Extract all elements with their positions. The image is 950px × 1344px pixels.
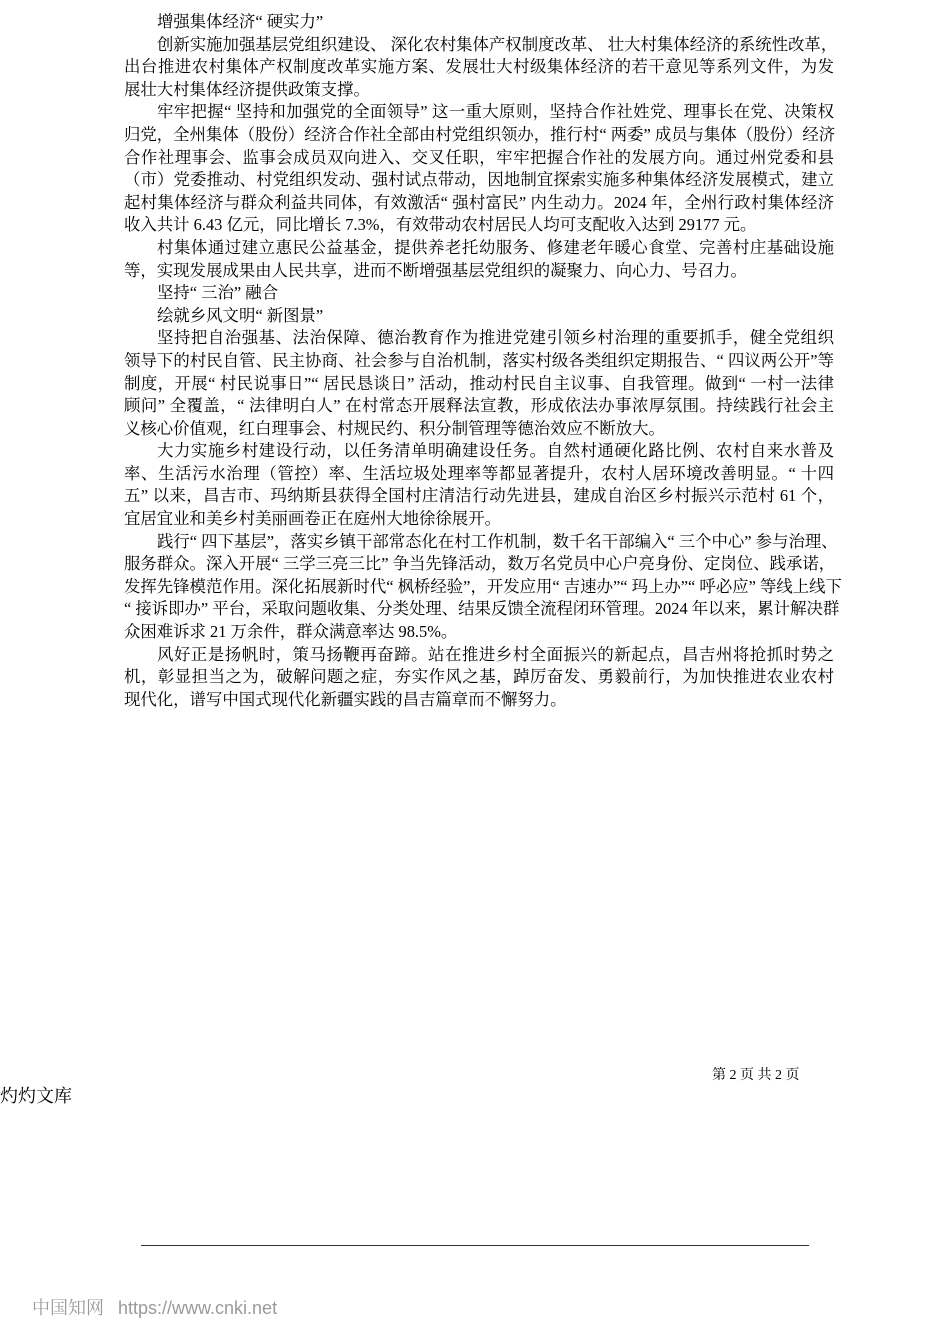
text-line: 五” 以来，昌吉市、玛纳斯县获得全国村庄清洁行动先进县，建成自治区乡村振兴示范村 61 个， <box>124 486 834 506</box>
text-line: 村集体通过建立惠民公益基金，提供养老托幼服务、修建老年暖心食堂、完善村庄基础设施 <box>157 237 834 257</box>
watermark-text: 灼灼文库 <box>0 1086 72 1107</box>
text-line: 发挥先锋模范作用。深化拓展新时代“ 枫桥经验”，开发应用“ 吉速办”“ 玛上办”“ 呼必应” 等线上线下 <box>124 576 842 596</box>
paragraph <box>124 34 838 102</box>
text-line: 机，彰显担当之为，破解问题之症，夯实作风之基，踔厉奋发、勇毅前行，为加快推进农业农村 <box>124 667 834 687</box>
cnki-url-link[interactable]: https://www.cnki.net <box>118 1298 278 1318</box>
footer-divider <box>141 1245 809 1246</box>
text-line: 现代化，谱写中国式现代化新疆实践的昌吉篇章而不懈努力。 <box>124 689 567 709</box>
text-line: 众困难诉求 21 万余件，群众满意率达 98.5%。 <box>124 622 458 642</box>
section-heading <box>124 305 834 328</box>
cnki-footer <box>32 1294 291 1320</box>
text-line: 绘就乡风文明“ 新图景” <box>157 305 324 325</box>
text-line: （市）党委推动、村党组织发动、强村试点带动，因地制宜探索实施多种集体经济发展模式，建立 <box>124 170 834 190</box>
text-line: 等，实现发展成果由人民共享，进而不断增强基层党组织的凝聚力、向心力、号召力。 <box>124 260 747 280</box>
text-line: 领导下的村民自管、民主协商、社会参与自治机制，落实村级各类组织定期报告、“ 四议两公开”等 <box>124 350 834 370</box>
text-line: 服务群众。深入开展“ 三学三亮三比” 争当先锋活动，数万名党员中心户亮身份、定岗位、践承诺， <box>124 554 836 574</box>
text-line: 风好正是扬帆时，策马扬鞭再奋蹄。站在推进乡村全面振兴的新起点，昌吉州将抢抓时势之 <box>157 644 834 664</box>
text-line: 归党，全州集体（股份）经济合作社全部由村党组织领办，推行村“ 两委” 成员与集体（股份）经济 <box>124 124 836 144</box>
paragraph <box>124 644 834 712</box>
text-line: 坚持“ 三治” 融合 <box>157 283 279 303</box>
text-line: 践行“ 四下基层”，落实乡镇干部常态化在村工作机制，数千名干部编入“ 三个中心” 参与治理、 <box>157 531 838 551</box>
paragraph <box>124 237 834 282</box>
text-line: 牢牢把握“ 坚持和加强党的全面领导” 这一重大原则，坚持合作社姓党、理事长在党、决策权 <box>157 102 834 122</box>
paragraph <box>124 101 834 237</box>
text-line: 义核心价值观，红白理事会、村规民约、积分制管理等德治效应不断放大。 <box>124 418 665 438</box>
text-line: 合作社理事会、监事会成员双向进入、交叉任职，牢牢把握合作社的发展方向。通过州党委和县 <box>124 147 834 167</box>
text-line: 展壮大村集体经济提供政策支撑。 <box>124 79 370 99</box>
cnki-brand: 中国知网 <box>32 1298 104 1318</box>
text-line: “ 接诉即办” 平台，采取问题收集、分类处理、结果反馈全流程闭环管理。2024 年以来，累计解决群 <box>124 599 840 619</box>
page-number: 第 2 页 共 2 页 <box>712 1068 800 1083</box>
text-line: 顾问” 全覆盖，“ 法律明白人” 在村常态开展释法宣教，形成依法办事浓厚氛围。持续践行社会主 <box>124 396 834 416</box>
paragraph <box>124 531 842 644</box>
text-line: 创新实施加强基层党组织建设、 深化农村集体产权制度改革、 壮大村集体经济的系统性改革， <box>157 34 838 54</box>
text-line: 增强集体经济“ 硬实力” <box>157 12 324 31</box>
text-line: 制度，开展“ 村民说事日”“ 居民恳谈日” 活动，推动村民自主议事、自我管理。做到“ 一村一法律 <box>124 373 834 393</box>
text-line: 起村集体经济与群众利益共同体，有效激活“ 强村富民” 内生动力。2024 年，全州行政村集体经济 <box>124 192 834 212</box>
paragraph <box>124 327 834 440</box>
article-body <box>124 11 842 711</box>
text-line: 收入共计 6.43 亿元，同比增长 7.3%，有效带动农村居民人均可支配收入达到 29177 元。 <box>124 215 757 235</box>
paragraph <box>124 440 834 530</box>
text-line: 率、生活污水治理（管控）率、生活垃圾处理率等都显著提升，农村人居环境改善明显。“ 十四 <box>124 463 834 483</box>
section-heading <box>124 282 834 305</box>
section-heading <box>124 11 834 34</box>
text-line: 宜居宜业和美乡村美丽画卷正在庭州大地徐徐展开。 <box>124 509 501 529</box>
text-line: 出台推进农村集体产权制度改革实施方案、发展壮大村级集体经济的若干意见等系列文件，为发 <box>124 57 834 77</box>
text-line: 大力实施乡村建设行动，以任务清单明确建设任务。自然村通硬化路比例、农村自来水普及 <box>157 441 834 461</box>
text-line: 坚持把自治强基、法治保障、德治教育作为推进党建引领乡村治理的重要抓手，健全党组织 <box>157 328 834 348</box>
